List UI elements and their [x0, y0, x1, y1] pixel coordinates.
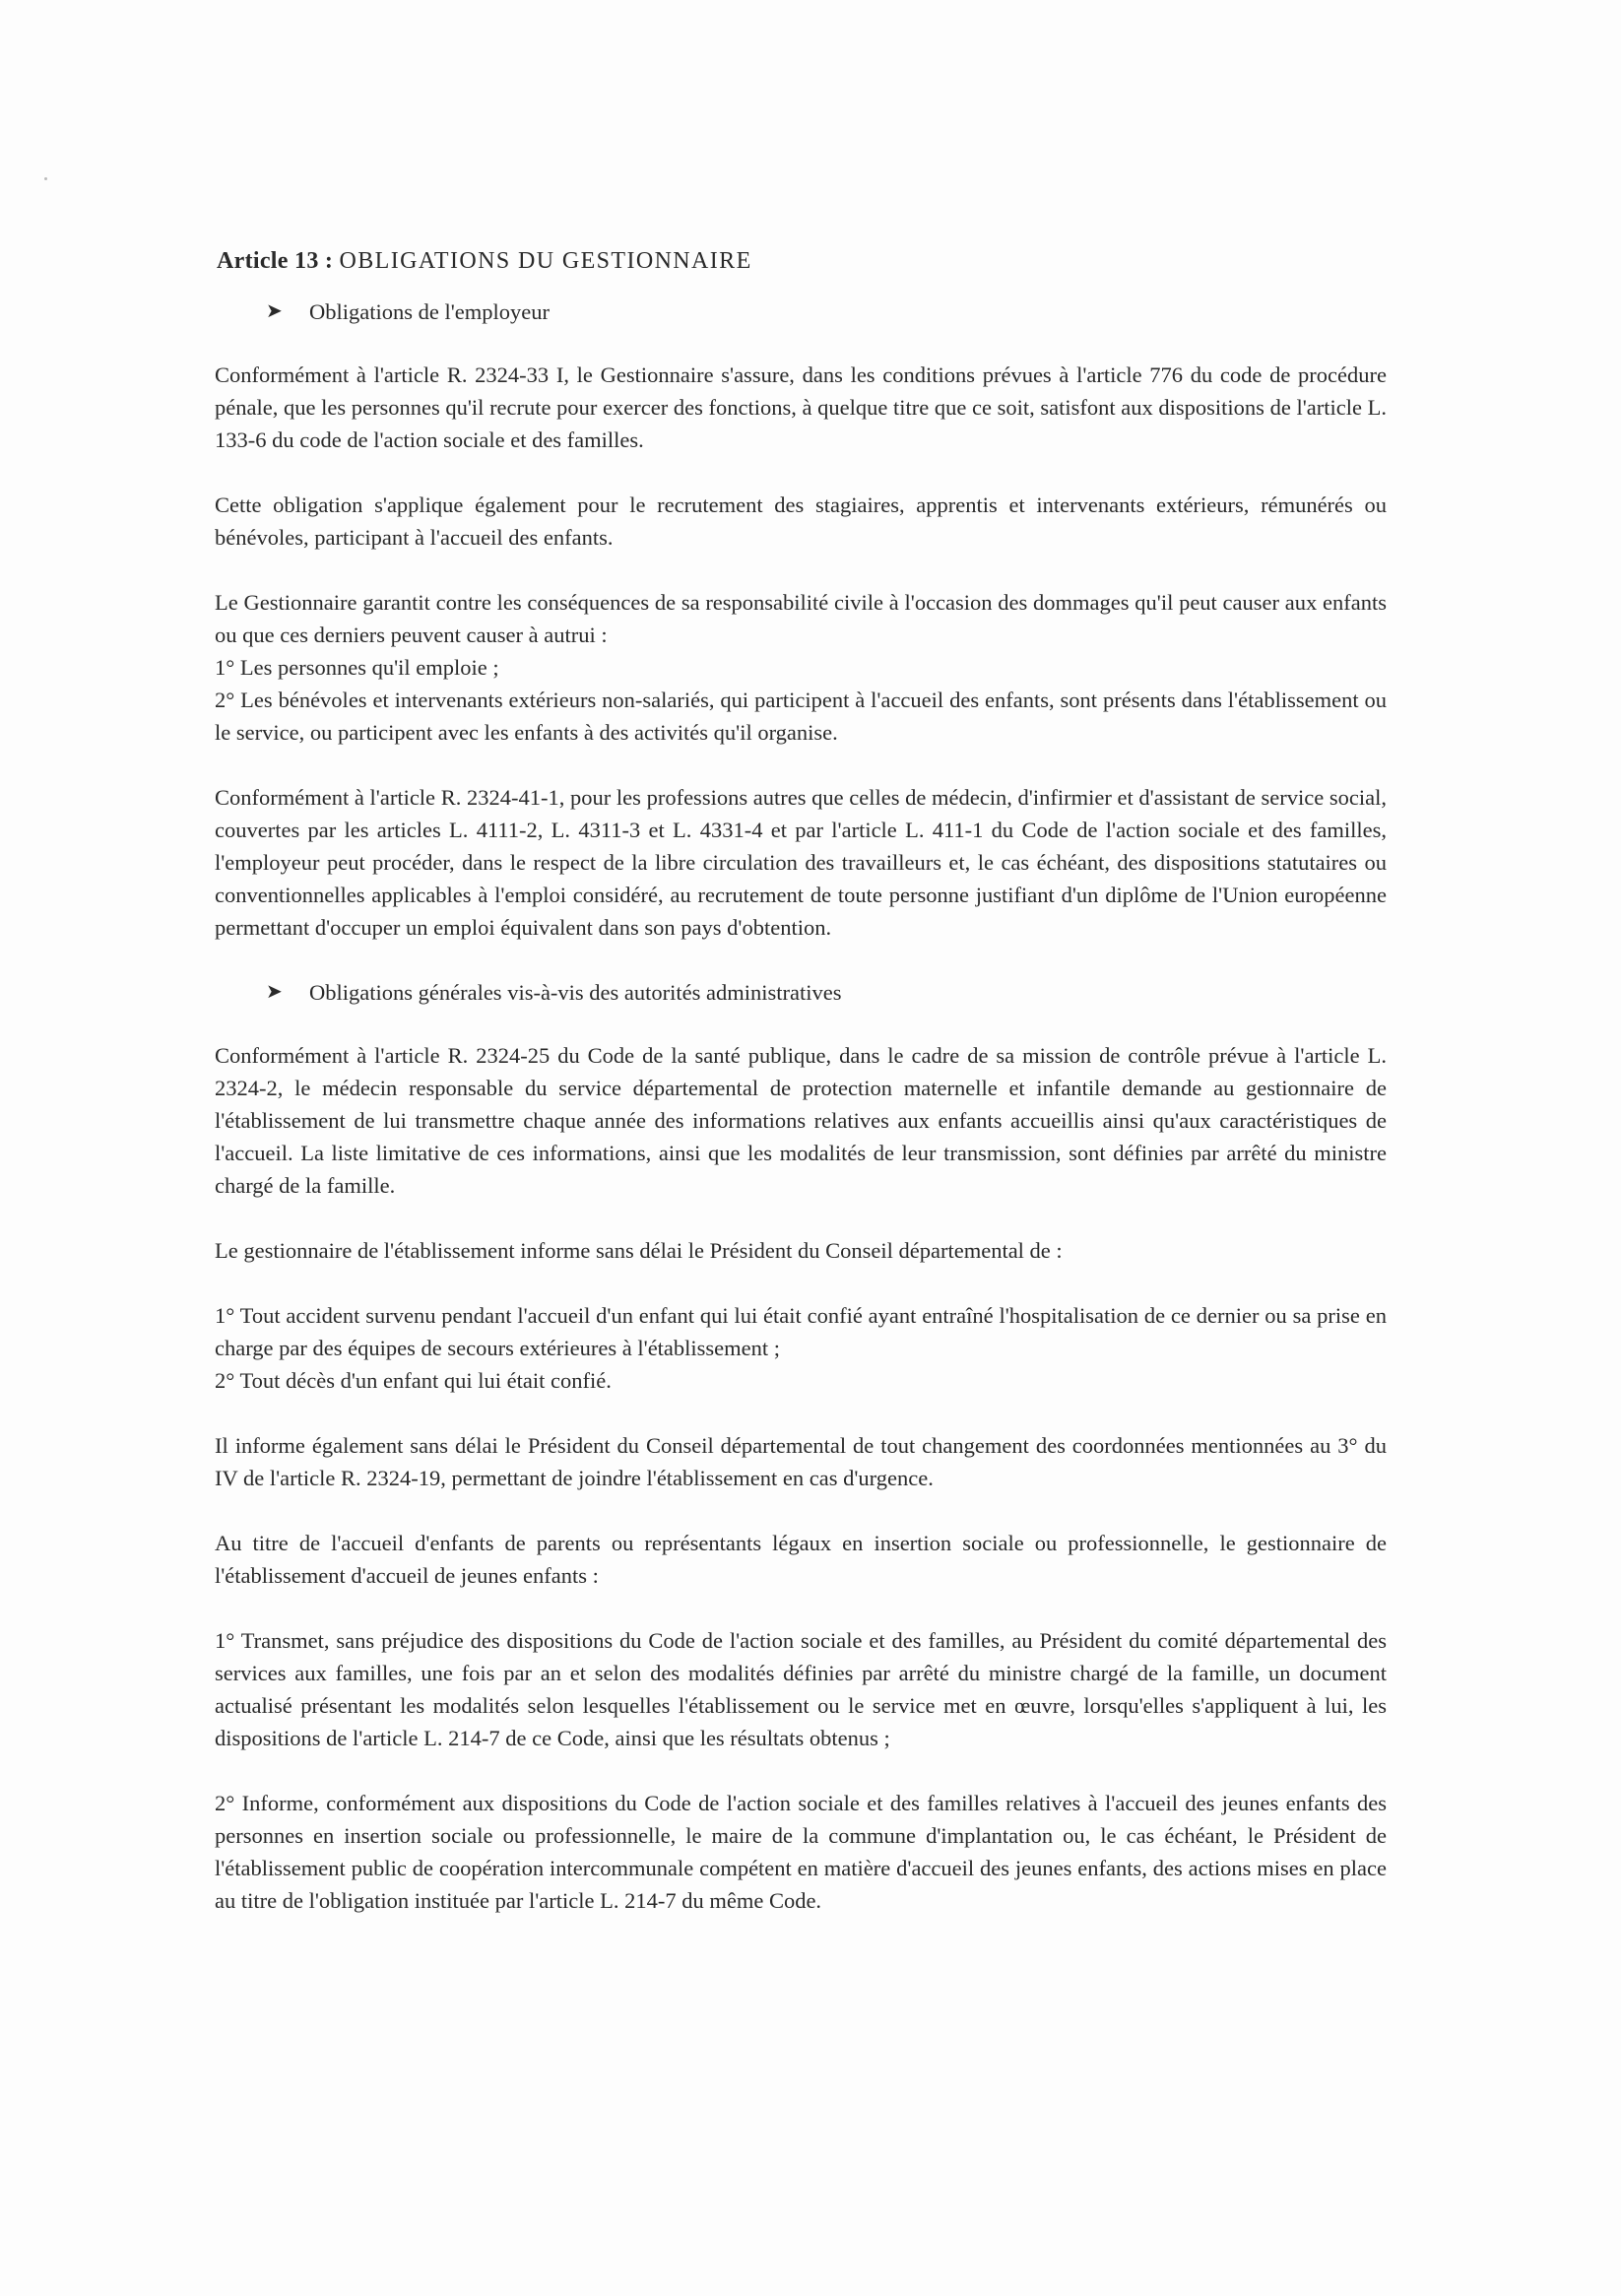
paragraph-incidents: [215, 1299, 1387, 1397]
incident-item-2: 2° Tout décès d'un enfant qui lui était confié.: [215, 1368, 612, 1393]
paragraph-interns: Cette obligation s'applique également pour le recrutement des stagiaires, apprentis et intervenants extérieurs, rémunérés ou bénévoles, participant à l'accueil des enfants.: [215, 492, 1387, 550]
paragraph-liability: [215, 586, 1387, 749]
article-heading: [217, 244, 1387, 278]
paragraph-criminal-record: Conformément à l'article R. 2324-33 I, le Gestionnaire s'assure, dans les conditions prévues à l'article 776 du code de procédure pénale, que les personnes qu'il recrute pour exercer des fonctions, à quelque titre que ce soit, satisfont aux dispositions de l'article L. 133-6 du code de l'action sociale et des familles.: [215, 362, 1387, 452]
paragraph-insertion-item-1: 1° Transmet, sans préjudice des dispositions du Code de l'action sociale et des familles, au Président du comité départemental des services aux familles, une fois par an et selon des modalités définies par arrêté du ministre chargé de la famille, un document actualisé présentant les modalités selon lesquelles l'établissement ou le service met en œuvre, lorsqu'elles s'appliquent à lui, les dispositions de l'article L. 214-7 de ce Code, ainsi que les résultats obtenus ;: [215, 1628, 1387, 1750]
arrow-bullet-icon: ➤: [266, 300, 283, 322]
section-authorities-heading: [266, 976, 1387, 1009]
paragraph-eu-diploma: Conformément à l'article R. 2324-41-1, pour les professions autres que celles de médecin, d'infirmier et d'assistant de service social, couvertes par les articles L. 4111-2, L. 4311-3 et L. 4331-4 et par l'article L. 411-1 du Code de l'action sociale et des familles, l'employeur peut procéder, dans le respect de la libre circulation des travailleurs et, le cas échéant, des dispositions statutaires ou conventionnelles applicables à l'emploi considéré, au recrutement de toute personne justifiant d'un diplôme de l'Union européenne permettant d'occuper un emploi équivalent dans son pays d'obtention.: [215, 785, 1387, 940]
paragraph-contact-change: Il informe également sans délai le Président du Conseil départemental de tout changement des coordonnées mentionnées au 3° du IV de l'article R. 2324-19, permettant de joindre l'établissement en cas d'urgence.: [215, 1433, 1387, 1490]
arrow-bullet-icon: ➤: [266, 981, 283, 1003]
liability-item-2: 2° Les bénévoles et intervenants extérieurs non-salariés, qui participent à l'accueil des enfants, sont présents dans l'établissement ou le service, ou participent avec les enfants à des activités qu'il organise.: [215, 688, 1387, 745]
liability-item-1: 1° Les personnes qu'il emploie ;: [215, 655, 499, 680]
document-body: [215, 244, 1387, 1949]
section-employer-heading: [266, 295, 1387, 328]
section-authorities-title: Obligations générales vis-à-vis des autorités administratives: [309, 980, 842, 1005]
article-title: OBLIGATIONS DU GESTIONNAIRE: [339, 248, 752, 274]
paragraph-insertion-intro: Au titre de l'accueil d'enfants de parents ou représentants légaux en insertion sociale ou professionnelle, le gestionnaire de l'établissement d'accueil de jeunes enfants :: [215, 1531, 1387, 1588]
article-number: Article 13 :: [217, 248, 334, 274]
incident-item-1: 1° Tout accident survenu pendant l'accueil d'un enfant qui lui était confié ayant entraîné l'hospitalisation de ce dernier ou sa prise en charge par des équipes de secours extérieures à l'établissement ;: [215, 1303, 1387, 1360]
scan-speck: [44, 177, 47, 180]
paragraph-inform-president: Le gestionnaire de l'établissement informe sans délai le Président du Conseil départemental de :: [215, 1238, 1063, 1263]
paragraph-insertion-item-2: 2° Informe, conformément aux dispositions du Code de l'action sociale et des familles relatives à l'accueil des jeunes enfants des personnes en insertion sociale ou professionnelle, le maire de la commune d'implantation ou, le cas échéant, le Président de l'établissement public de coopération intercommunale compétent en matière d'accueil des jeunes enfants, des actions mises en place au titre de l'obligation instituée par l'article L. 214-7 du même Code.: [215, 1791, 1387, 1913]
liability-intro: Le Gestionnaire garantit contre les conséquences de sa responsabilité civile à l'occasion des dommages qu'il peut causer aux enfants ou que ces derniers peuvent causer à autrui :: [215, 590, 1387, 647]
section-employer-title: Obligations de l'employeur: [309, 299, 551, 324]
paragraph-pmi-report: Conformément à l'article R. 2324-25 du Code de la santé publique, dans le cadre de sa mission de contrôle prévue à l'article L. 2324-2, le médecin responsable du service départemental de protection maternelle et infantile demande au gestionnaire de l'établissement de lui transmettre chaque année des informations relatives aux enfants accueillis ainsi qu'aux caractéristiques de l'accueil. La liste limitative de ces informations, ainsi que les modalités de leur transmission, sont définies par arrêté du ministre chargé de la famille.: [215, 1043, 1387, 1198]
